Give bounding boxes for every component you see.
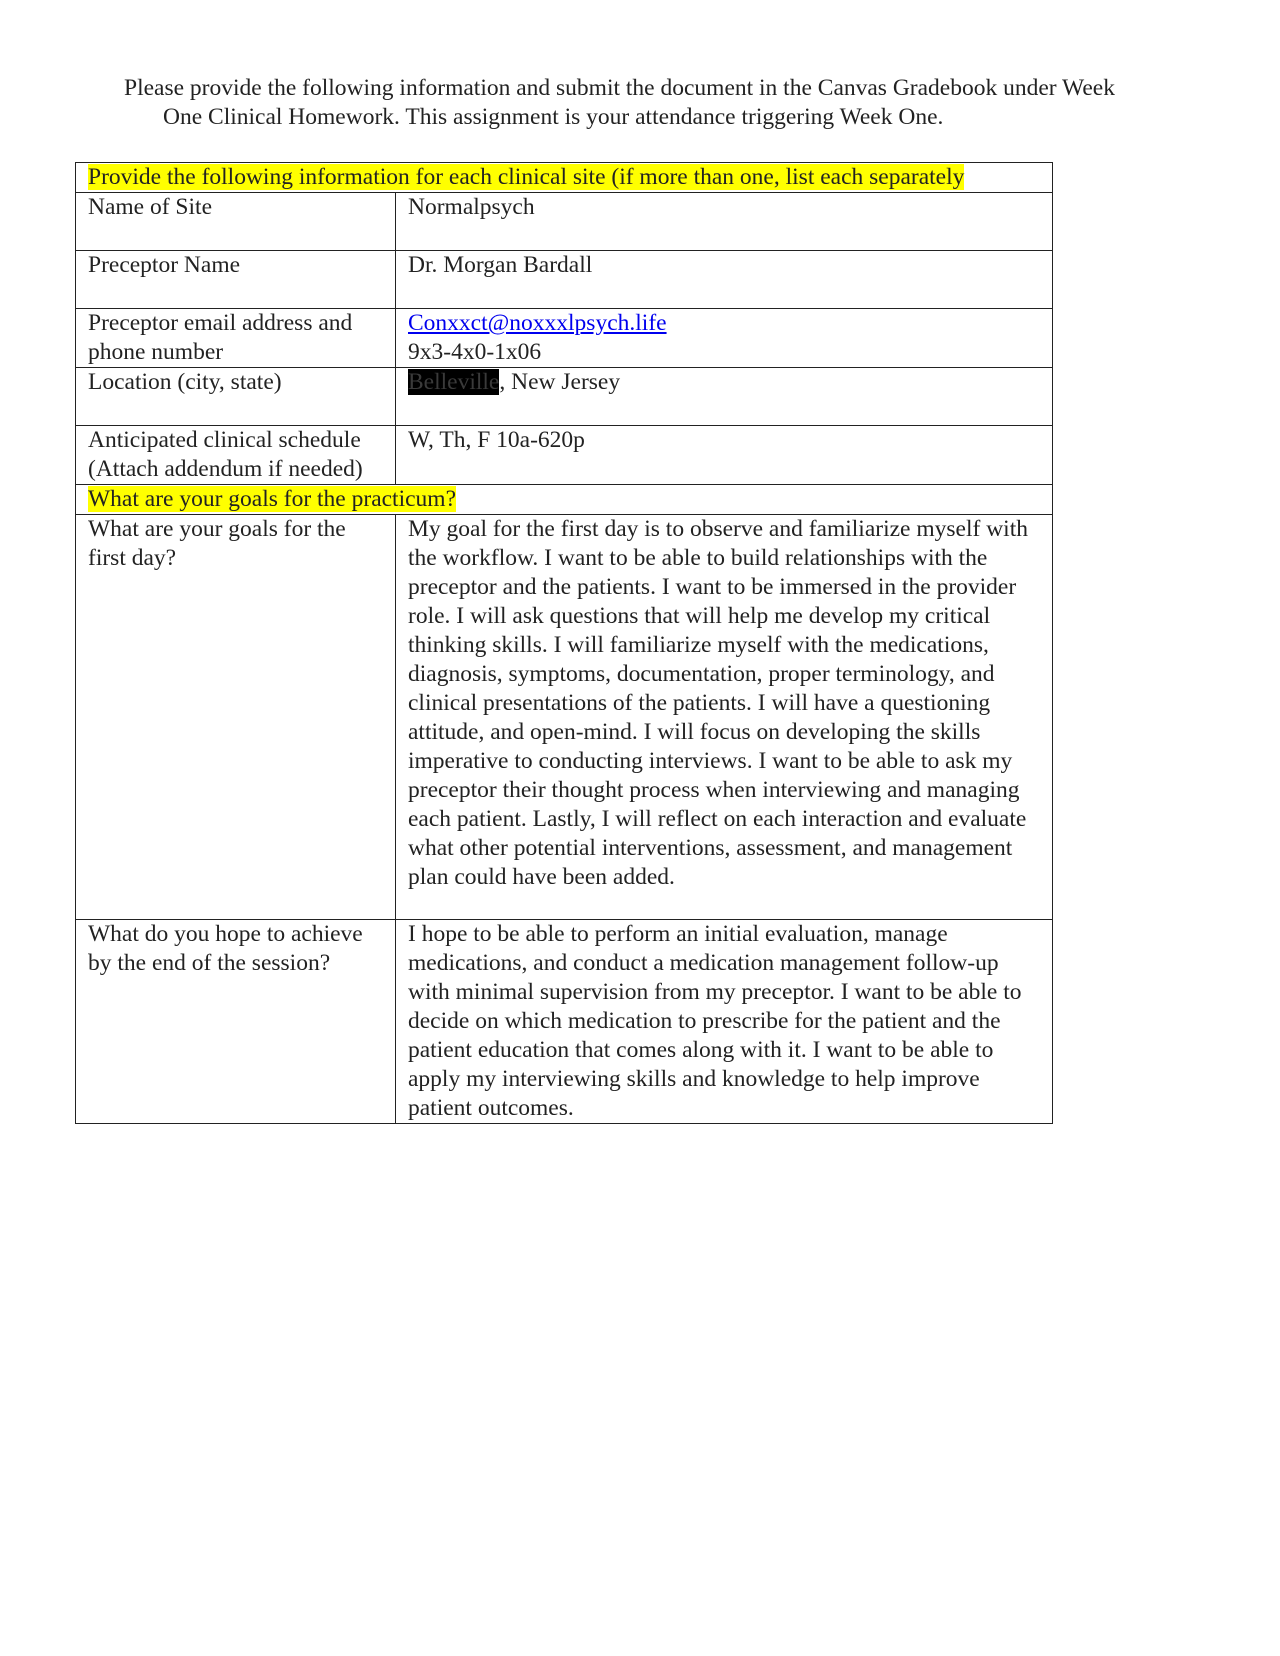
- first-day-goals-label: What are your goals for the first day?: [76, 515, 396, 920]
- site-name-label: Name of Site: [76, 193, 396, 251]
- location-label: Location (city, state): [76, 368, 396, 426]
- table-row: [76, 920, 1053, 1124]
- preceptor-phone: 9x3-4x0-1x06: [408, 339, 542, 365]
- site-info-header: Provide the following information for each clinical site (if more than one, list each separately: [88, 164, 965, 190]
- instructions-line-1: Please provide the following information and submit the document in the Canvas Gradebook under Week: [124, 75, 1115, 101]
- table-row: [76, 251, 1053, 309]
- instructions-paragraph: [124, 74, 1204, 132]
- site-name-value: Normalpsych: [396, 193, 1053, 251]
- end-of-session-goals-label: What do you hope to achieve by the end of the session?: [76, 920, 396, 1124]
- location-state: , New Jersey: [499, 369, 621, 395]
- table-row: [76, 193, 1053, 251]
- site-info-header-cell: [76, 163, 1053, 193]
- table-row: [76, 426, 1053, 485]
- goals-header-row: [76, 485, 1053, 515]
- preceptor-contact-cell: [396, 309, 1053, 368]
- table-row: [76, 309, 1053, 368]
- schedule-label: Anticipated clinical schedule (Attach addendum if needed): [76, 426, 396, 485]
- table-row: [76, 515, 1053, 920]
- schedule-value: W, Th, F 10a-620p: [396, 426, 1053, 485]
- site-info-header-row: [76, 163, 1053, 193]
- first-day-goals-value: My goal for the first day is to observe and familiarize myself with the workflow. I want to be able to build relationships with the preceptor and the patients. I want to be immersed in the provider role. I will ask questions that will help me develop my critical thinking skills. I will familiarize myself with the medications, diagnosis, symptoms, documentation, proper terminology, and clinical presentations of the patients. I will have a questioning attitude, and open-mind. I will focus on developing the skills imperative to conducting interviews. I want to be able to ask my preceptor their thought process when interviewing and managing each patient. Lastly, I will reflect on each interaction and evaluate what other potential interventions, assessment, and management plan could have been added.: [396, 515, 1053, 920]
- goals-header: What are your goals for the practicum?: [88, 486, 457, 512]
- location-city-redacted: Belleville: [408, 369, 500, 395]
- preceptor-name-label: Preceptor Name: [76, 251, 396, 309]
- end-of-session-goals-value: I hope to be able to perform an initial evaluation, manage medications, and conduct a medication management follow-up with minimal supervision from my preceptor. I want to be able to decide on which medication to prescribe for the patient and the patient education that comes along with it. I want to be able to apply my interviewing skills and knowledge to help improve patient outcomes.: [396, 920, 1053, 1124]
- preceptor-email-link[interactable]: Conxxct@noxxxlpsych.life: [408, 310, 667, 336]
- preceptor-contact-label: Preceptor email address and phone number: [76, 309, 396, 368]
- location-cell: [396, 368, 1053, 426]
- preceptor-name-value: Dr. Morgan Bardall: [396, 251, 1053, 309]
- clinical-site-table: [75, 162, 1053, 1124]
- goals-header-cell: [76, 485, 1053, 515]
- instructions-line-2: One Clinical Homework. This assignment is your attendance triggering Week One.: [163, 104, 944, 130]
- table-row: [76, 368, 1053, 426]
